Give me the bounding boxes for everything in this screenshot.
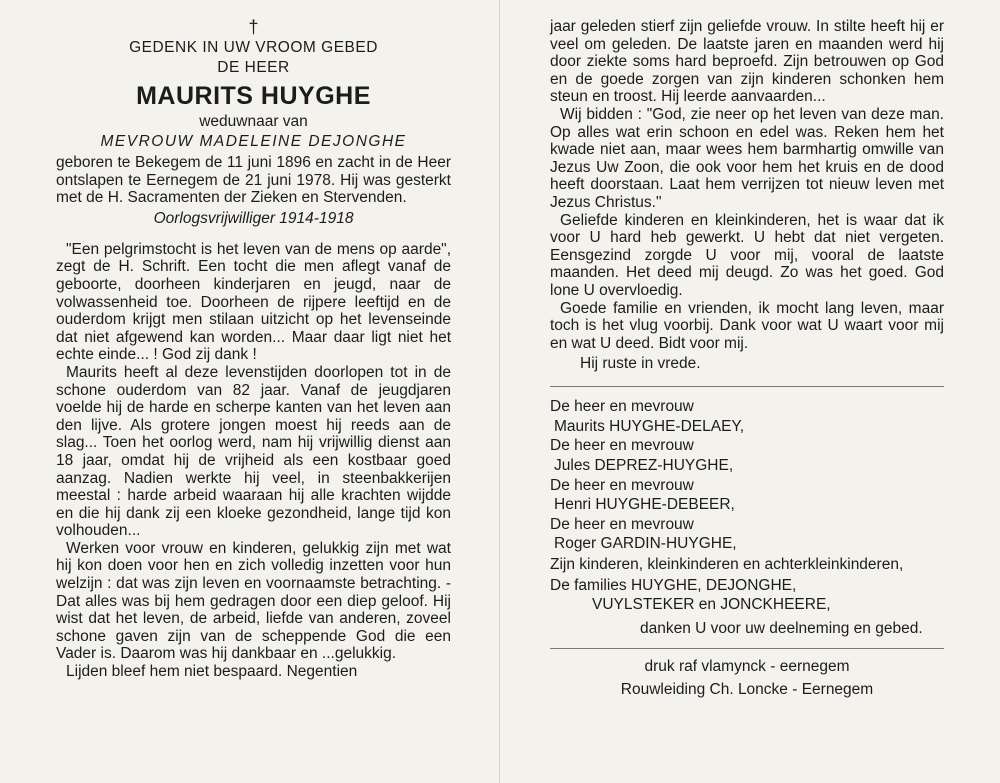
family-label-1: De heer en mevrouw — [550, 398, 694, 416]
family-name-2: Jules DEPREZ-HUYGHE, — [554, 457, 734, 475]
divider-bottom — [550, 648, 944, 649]
family-label-4: De heer en mevrouw — [550, 515, 694, 533]
family-label-3: De heer en mevrouw — [550, 476, 694, 494]
family-name-1: Maurits HUYGHE-DELAEY, — [554, 417, 745, 435]
deceased-name: MAURITS HUYGHE — [136, 82, 371, 110]
printer-line: druk raf vlamynck - eernegem — [644, 657, 850, 675]
family-name-4: Roger GARDIN-HUYGHE, — [554, 535, 737, 553]
kinderen-line: Zijn kinderen, kleinkinderen en achterkleinkinderen, — [550, 556, 904, 574]
paragraph-gebed: Wij bidden : "God, zie neer op het leven van deze man. Op alles wat erin schoon en edel was. Reken hem het kwade niet aan, maar wees hem barmhartig omwille van Jezus Uw Zoon, die ook voor hem het kruis en de dood heeft doorstaan. Laat hem verrijzen tot nieuw leven met Jezus Christus." — [550, 105, 944, 211]
paragraph-levenstijden: Maurits heeft al deze levenstijden doorlopen tot in de schone ouderdom van 82 jaar. Vanaf de jeugdjaren voelde hij de harde en scherpe kanten van het leven aan den lijve. Als grotere jongen moest hij reeds aan de slag... Toen het oorlog werd, nam hij vrijwillig dienst aan 18 jaar, omdat hij de vrijheid als een kostbaar goed aanzag. Nadien werkte hij veel, in steenbakkerijen meestal : harde arbeid waaraan hij alle krachten wijdde en die hij dank zij een kloeke gezondheid, lange tijd kon volhouden... — [56, 363, 451, 540]
birth-paragraph: geboren te Bekegem de 11 juni 1896 en zacht in de Heer ontslapen te Eernegem de 21 juni 1978. Hij was gesterkt met de H. Sacramenten der Zieken en Stervenden. — [56, 154, 451, 207]
right-page — [500, 0, 1000, 783]
paragraph-familie: Goede familie en vrienden, ik mocht lang leven, maar toch is het vlug voorbij. Dank voor wat U waart voor mij en wat U deed. Bidt voor mij. — [550, 299, 944, 352]
rust-line: Hij ruste in vrede. — [580, 355, 701, 373]
divider — [550, 386, 944, 387]
family-name-3: Henri HUYGHE-DEBEER, — [554, 496, 735, 514]
family-label-2: De heer en mevrouw — [550, 437, 694, 455]
paragraph-kinderen: Geliefde kinderen en kleinkinderen, het is waar dat ik voor U hard heb gewerkt. U hebt dat niet vergeten. Eensgezind zorgde U voor mij, vooral de laatste maanden. Het deed mij deugd. Zo was het goed. God lone U overvloedig. — [550, 211, 944, 299]
rouwleiding-line: Rouwleiding Ch. Loncke - Eernegem — [620, 680, 874, 698]
families-line-2: VUYLSTEKER en JONCKHEERE, — [592, 596, 831, 614]
paragraph-werken: Werken voor vrouw en kinderen, gelukkig zijn met wat hij kon doen voor hen en zich volledig inzetten voor hun welzijn : dat was zijn leven en voornaamste betrachting. - Dat alles was bij hem gedragen door een diep geloof. Hij wist dat het leven, de arbeid, liefde van anderen, zoveel schone gaven zijn van de scheppende God die een Vader is. Daarom was hij dankbaar en ...gelukkig. — [56, 539, 451, 663]
danken-line: danken U voor uw deelneming en gebed. — [640, 619, 923, 637]
families-line-1: De families HUYGHE, DEJONGHE, — [550, 576, 797, 594]
family-list — [550, 397, 944, 615]
weduwnaar-line: weduwnaar van — [199, 113, 308, 130]
de-heer-heading: DE HEER — [217, 59, 290, 76]
gedenk-heading: GEDENK IN UW VROOM GEBED — [129, 39, 378, 56]
paragraph-pelgrimstocht: "Een pelgrimstocht is het leven van de mens op aarde", zegt de H. Schrift. Een tocht die men aflegt vanaf de geboorte, doorheen kinderjaren en jeugd, naar de volwassenheid toe. Doorheen de rijpere leeftijd en de ouderdom krijgt men stilaan uitzicht op het levenseinde dat niet afgewend kan worden... Maar daar ligt niet het echte einde... ! God zij dank ! — [56, 240, 451, 364]
wife-name: MEVROUW MADELEINE DEJONGHE — [100, 133, 407, 150]
cross-symbol: † — [248, 17, 259, 37]
oorlog-line: Oorlogsvrijwilliger 1914-1918 — [153, 209, 354, 227]
paragraph-lijden: Lijden bleef hem niet bespaard. Negentien — [66, 663, 358, 681]
paragraph-geleden: jaar geleden stierf zijn geliefde vrouw. In stilte heeft hij er veel om geleden. De laatste jaren en maanden werd hij door ziekte soms hard beproefd. Zijn betrouwen op God en de goede zorgen van zijn kinderen schonken hem steun en troost. Hij leerde aanvaarden... — [550, 18, 944, 106]
